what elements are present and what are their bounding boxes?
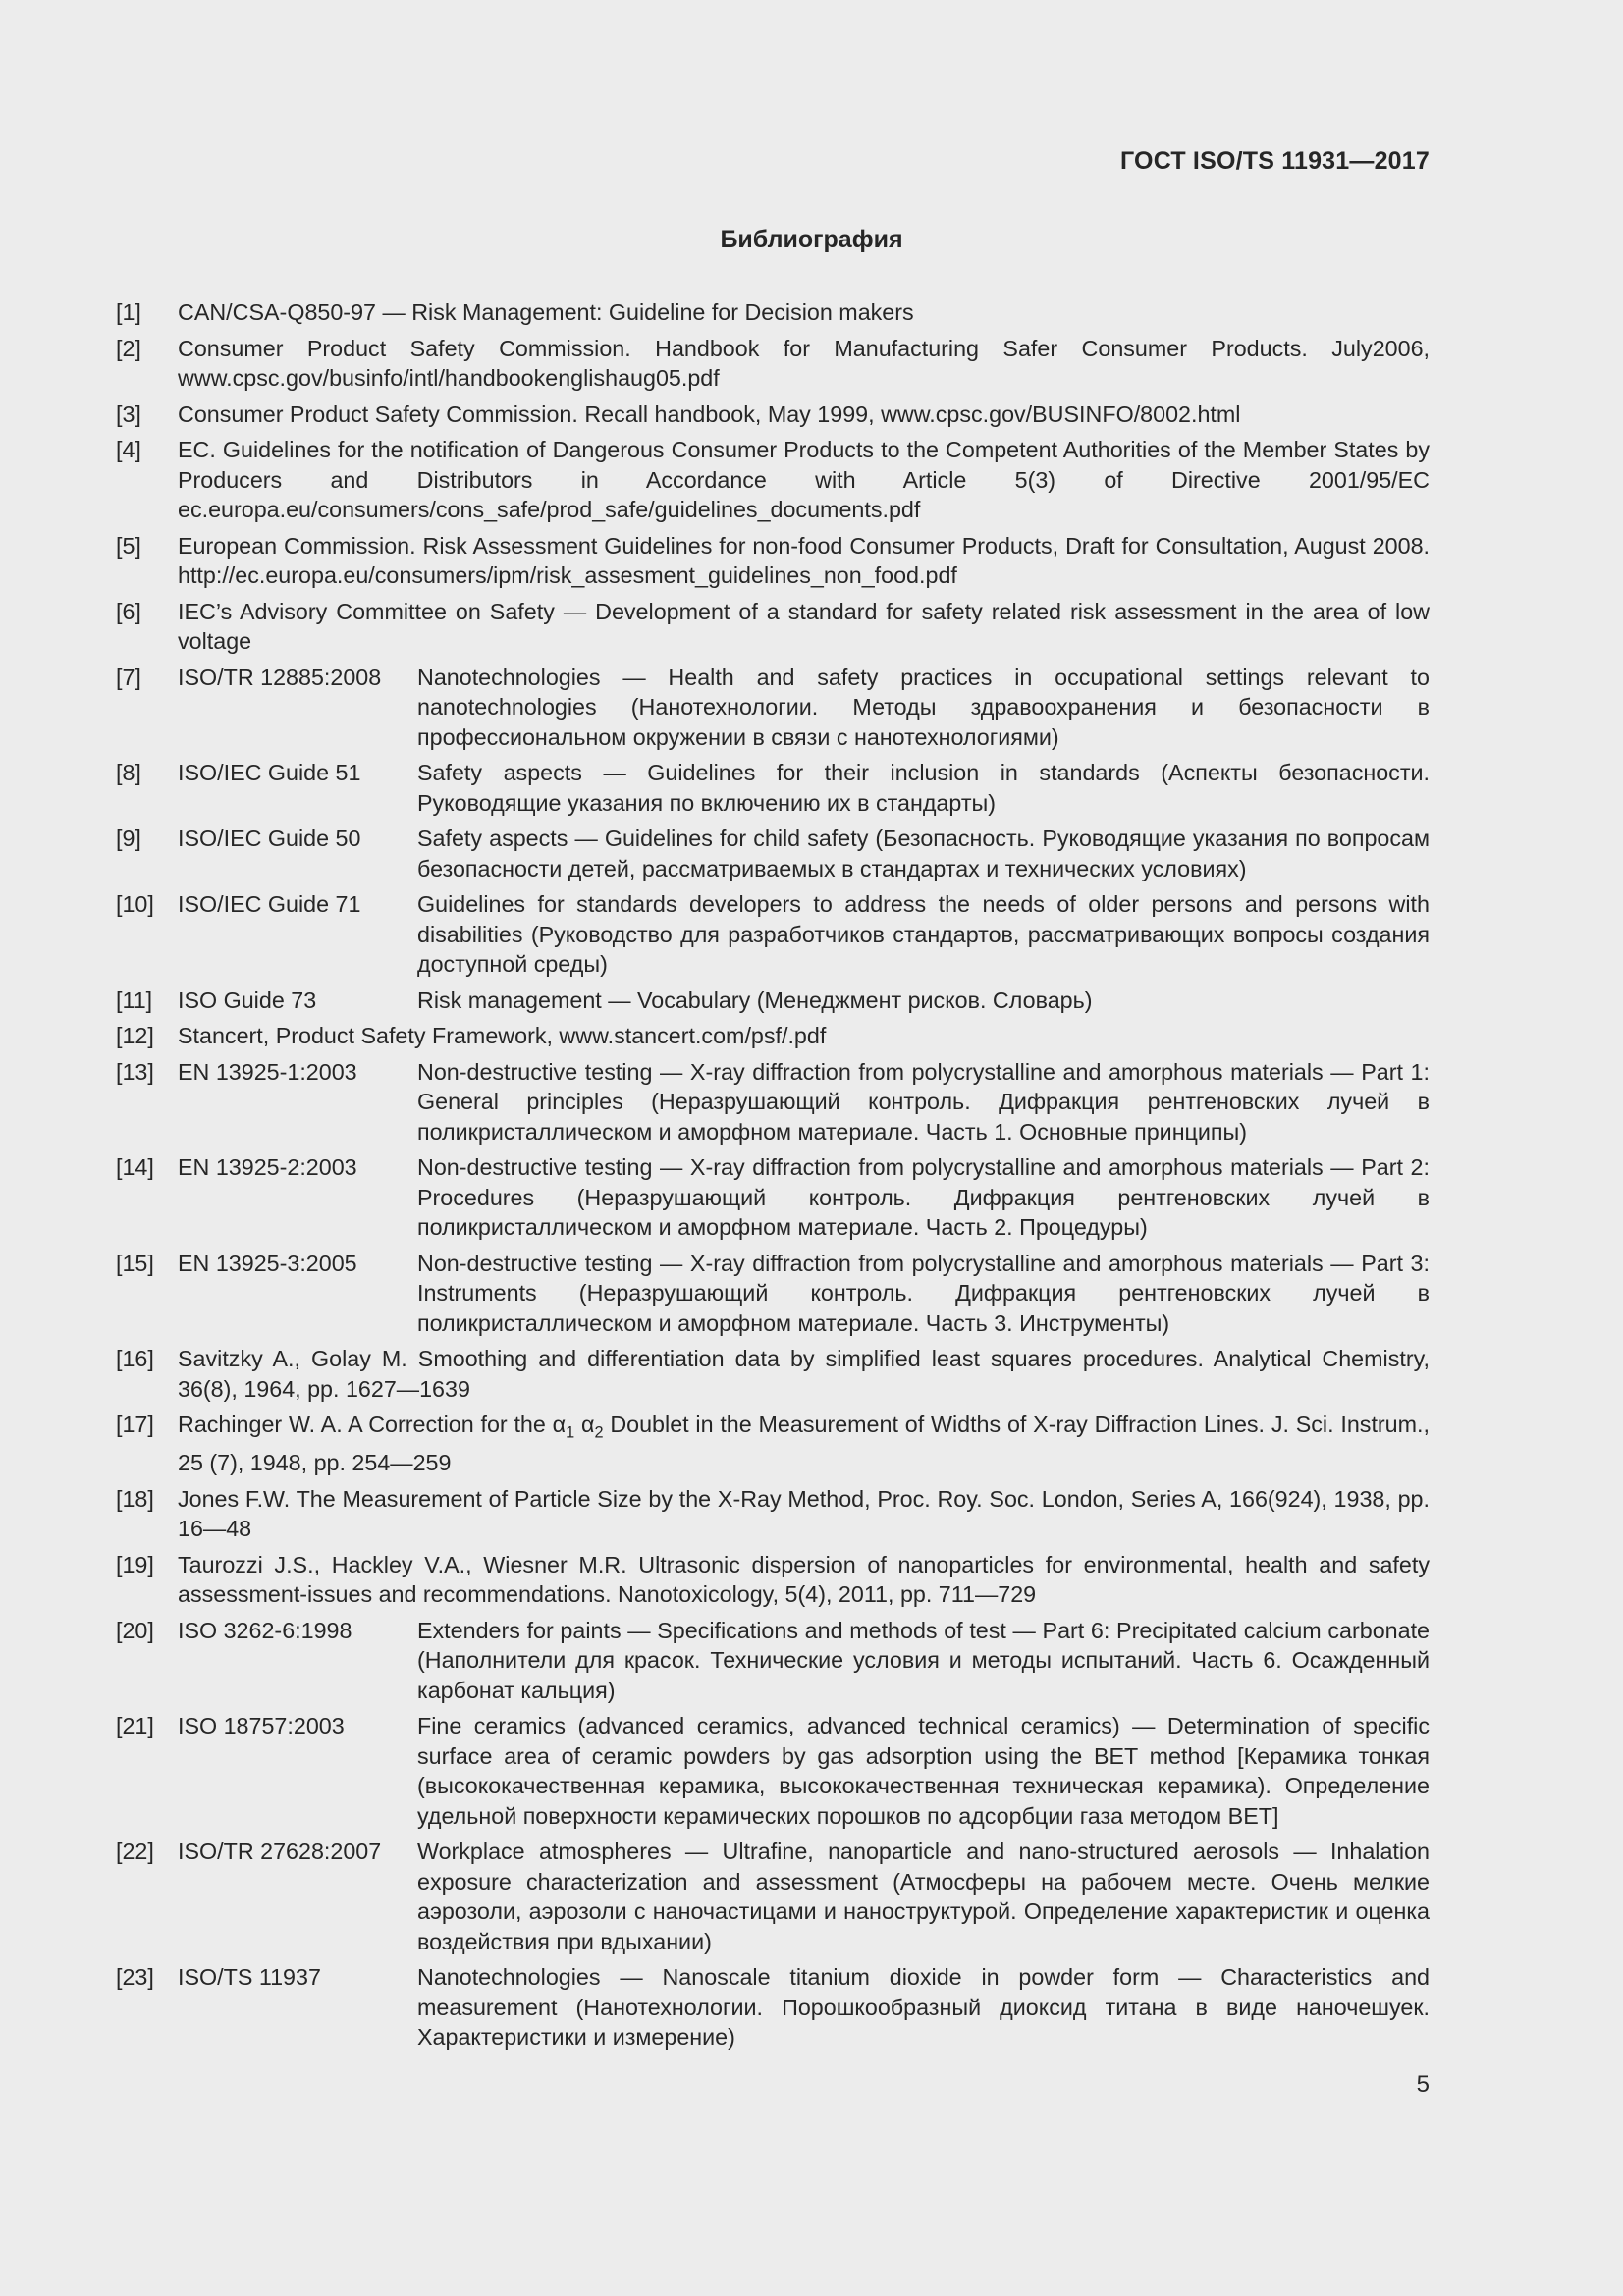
entry-text: Stancert, Product Safety Framework, www.stancert.com/psf/.pdf	[178, 1023, 827, 1048]
entry-number: [4]	[116, 437, 141, 462]
entry-number: [18]	[116, 1485, 154, 1512]
entry-number: [20]	[116, 1617, 154, 1643]
entry-standard-code: EN 13925-1:2003	[178, 1058, 357, 1085]
entry-text: Non-destructive testing — X-ray diffraction from polycrystalline and amorphous materials — Part 3: Instruments (Неразрушающий контроль. Дифракция рентгеновских лучей в поликристаллическом и аморфном материале. Часть 3. Инструменты)	[417, 1250, 1430, 1336]
subscript: 1	[566, 1423, 575, 1442]
entry-text: Jones F.W. The Measurement of Particle Size by the X-Ray Method, Proc. Roy. Soc. London, Series A, 166(924), 1938, pp. 16—48	[178, 1485, 1430, 1542]
entry-text: Extenders for paints — Specifications and methods of test — Part 6: Precipitated calcium carbonate (Наполнители для красок. Технические условия и методы испытаний. Часть 6. Осажденный карбонат кальция)	[417, 1617, 1430, 1703]
entry-number: [22]	[116, 1839, 154, 1865]
entry-text	[178, 1410, 1430, 1478]
bibliography-entry	[116, 297, 1430, 328]
entry-text: IEC’s Advisory Committee on Safety — Development of a standard for safety related risk assessment in the area of low voltage	[178, 598, 1430, 654]
entry-standard-code: ISO Guide 73	[178, 987, 317, 1013]
bibliography-entry	[116, 889, 1430, 980]
entry-text: Guidelines for standards developers to address the needs of older persons and persons with disabilities (Руководство для разработчиков стандартов, рассматривающих вопросы создания доступной среды)	[417, 891, 1430, 977]
bibliography-entry	[116, 1057, 1430, 1148]
entry-standard-code: EN 13925-2:2003	[178, 1154, 357, 1180]
bibliography-entry	[116, 758, 1430, 818]
entry-number: [6]	[116, 598, 141, 624]
document-code-header: ГОСТ ISO/TS 11931—2017	[1120, 147, 1430, 175]
entry-text: Non-destructive testing — X-ray diffraction from polycrystalline and amorphous materials — Part 1: General principles (Неразрушающий контроль. Дифракция рентгеновских лучей в поликристаллическом и аморфном материале. Часть 1. Основные принципы)	[417, 1058, 1430, 1145]
bibliography-entry	[116, 1711, 1430, 1831]
entry-text: Consumer Product Safety Commission. Recall handbook, May 1999, www.cpsc.gov/BUSINFO/8002.html	[178, 400, 1241, 427]
entry-text: Risk management — Vocabulary (Менеджмент рисков. Словарь)	[417, 987, 1093, 1013]
entry-number: [21]	[116, 1713, 154, 1739]
entry-number: [2]	[116, 335, 141, 361]
entry-standard-code: ISO 18757:2003	[178, 1713, 345, 1739]
entry-text: EC. Guidelines for the notification of Dangerous Consumer Products to the Competent Authorities of the Member States by Producers and Distributors in Accordance with Article 5(3) of Directive 2001/95/EC ec.europa.eu/consumers/cons_safe/prod_safe/guidelines_documents.pdf	[178, 437, 1430, 522]
entry-number: [17]	[116, 1412, 154, 1437]
bibliography-entry	[116, 1484, 1430, 1544]
entry-standard-code: ISO/TS 11937	[178, 1964, 321, 1991]
page-number: 5	[1416, 2071, 1430, 2098]
entry-text: Safety aspects — Guidelines for their inclusion in standards (Аспекты безопасности. Руководящие указания по включению их в стандарты)	[417, 760, 1430, 816]
entry-standard-code: ISO/IEC Guide 50	[178, 826, 361, 851]
entry-text: Nanotechnologies — Health and safety practices in occupational settings relevant to nanotechnologies (Нанотехнологии. Методы здравоохранения и безопасности в профессиональном окружении в связи с нанотехнологиями)	[417, 664, 1430, 750]
entry-text: Non-destructive testing — X-ray diffraction from polycrystalline and amorphous materials — Part 2: Procedures (Неразрушающий контроль. Дифракция рентгеновских лучей в поликристаллическом и аморфном материале. Часть 2. Процедуры)	[417, 1154, 1430, 1240]
entry-text: Fine ceramics (advanced ceramics, advanced technical ceramics) — Determination of specific surface area of ceramic powders by gas adsorption using the BET method [Керамика тонкая (высококачественная керамика, высококачественная техническая керамика). Определение удельной поверхности керамических порошков по адсорбции газа методом BET]	[417, 1713, 1430, 1829]
bibliography-entry	[116, 531, 1430, 591]
entry-number: [16]	[116, 1346, 154, 1371]
entry-text: Consumer Product Safety Commission. Handbook for Manufacturing Safer Consumer Products. July2006, www.cpsc.gov/businfo/intl/handbookenglishaug05.pdf	[178, 335, 1430, 391]
entry-text: Workplace atmospheres — Ultrafine, nanoparticle and nano-structured aerosols — Inhalation exposure characterization and assessment (Атмосферы на рабочем месте. Очень мелкие аэрозоли, аэрозоли с наночастицами и наноструктурой. Определение характеристик и оценка воздействия при вдыхании)	[417, 1839, 1430, 1954]
entry-number: [12]	[116, 1023, 154, 1048]
bibliography-list	[116, 297, 1430, 2058]
bibliography-entry	[116, 986, 1430, 1016]
entry-number: [8]	[116, 760, 141, 785]
entry-number: [10]	[116, 891, 154, 917]
bibliography-entry	[116, 1021, 1430, 1051]
entry-number: [15]	[116, 1250, 154, 1276]
bibliography-entry	[116, 663, 1430, 753]
bibliography-entry	[116, 1550, 1430, 1610]
entry-number: [23]	[116, 1964, 154, 1991]
entry-text: European Commission. Risk Assessment Guidelines for non-food Consumer Products, Draft for Consultation, August 2008. http://ec.europa.eu/consumers/ipm/risk_assesment_guidelines_non_food.pdf	[178, 532, 1430, 588]
entry-text: Safety aspects — Guidelines for child safety (Безопасность. Руководящие указания по вопросам безопасности детей, рассматриваемых в стандартах и технических условиях)	[417, 826, 1430, 881]
entry-standard-code: ISO/TR 12885:2008	[178, 664, 382, 690]
entry-standard-code: ISO/TR 27628:2007	[178, 1839, 382, 1865]
bibliography-entry	[116, 824, 1430, 883]
entry-number: [14]	[116, 1154, 154, 1180]
bibliography-entry	[116, 1616, 1430, 1706]
bibliography-entry	[116, 1962, 1430, 2053]
entry-number: [9]	[116, 826, 141, 851]
entry-standard-code: EN 13925-3:2005	[178, 1250, 357, 1276]
bibliography-entry	[116, 435, 1430, 525]
entry-text-part: Doublet in the Measurement of Widths of X-ray Diffraction Lines. J. Sci. Instrum., 25 (7), 1948, pp. 254—259	[178, 1412, 1430, 1476]
entry-text: Savitzky A., Golay M. Smoothing and differentiation data by simplified least squares procedures. Analytical Chemistry, 36(8), 1964, pp. 1627—1639	[178, 1346, 1430, 1402]
entry-text: CAN/CSA-Q850-97 — Risk Management: Guideline for Decision makers	[178, 299, 914, 325]
subscript: 2	[594, 1423, 604, 1442]
entry-standard-code: ISO/IEC Guide 71	[178, 891, 361, 917]
entry-number: [19]	[116, 1551, 154, 1577]
entry-standard-code: ISO/IEC Guide 51	[178, 760, 361, 785]
entry-number: [7]	[116, 664, 141, 690]
section-title: Библиография	[720, 226, 903, 253]
bibliography-entry	[116, 400, 1430, 430]
entry-standard-code: ISO 3262-6:1998	[178, 1617, 352, 1643]
entry-text-part: α	[574, 1412, 595, 1437]
bibliography-entry	[116, 334, 1430, 394]
bibliography-entry	[116, 1410, 1430, 1478]
bibliography-entry	[116, 597, 1430, 657]
entry-number: [3]	[116, 400, 141, 427]
bibliography-entry	[116, 1344, 1430, 1404]
entry-number: [5]	[116, 532, 141, 559]
entry-text: Nanotechnologies — Nanoscale titanium dioxide in powder form — Characteristics and measurement (Нанотехнологии. Порошкообразный диоксид титана в виде наночешуек. Характеристики и измерение)	[417, 1964, 1430, 2051]
bibliography-entry	[116, 1152, 1430, 1243]
entry-text: Taurozzi J.S., Hackley V.A., Wiesner M.R. Ultrasonic dispersion of nanoparticles for environmental, health and safety assessment-issues and recommendations. Nanotoxicology, 5(4), 2011, pp. 711—729	[178, 1551, 1430, 1608]
entry-number: [11]	[116, 987, 153, 1013]
bibliography-entry	[116, 1837, 1430, 1956]
bibliography-entry	[116, 1249, 1430, 1339]
entry-number: [1]	[116, 299, 141, 325]
entry-number: [13]	[116, 1058, 154, 1085]
entry-text-part: Rachinger W. A. A Correction for the α	[178, 1412, 567, 1437]
